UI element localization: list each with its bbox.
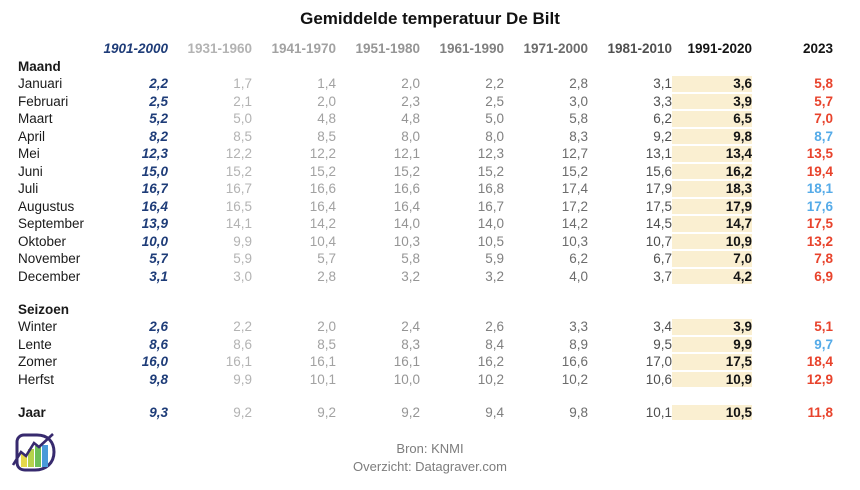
value-cell: 14,2 (309, 216, 336, 231)
table-row (16, 372, 833, 390)
column-header: 1961-1990 (439, 41, 504, 56)
value-cell: 5,8 (569, 111, 588, 126)
value-cell: 12,2 (225, 146, 252, 161)
value-cell: 2,5 (149, 93, 168, 109)
value-cell: 15,2 (309, 163, 336, 179)
value-cell: 10,1 (309, 371, 336, 387)
value-cell: 17,9 (672, 199, 752, 217)
value-cell: 10,5 (672, 405, 752, 423)
value-cell: 3,0 (569, 93, 588, 109)
value-cell: 12,7 (561, 146, 588, 161)
row-label: Zomer (18, 354, 58, 369)
temperature-table (16, 41, 833, 422)
value-cell: 16,0 (141, 354, 168, 369)
value-cell: 16,1 (393, 354, 420, 369)
value-cell: 3,1 (149, 268, 168, 284)
value-cell: 15,2 (477, 163, 504, 179)
value-cell: 9,5 (653, 336, 672, 352)
row-label: Maart (18, 111, 53, 126)
value-cell: 2,8 (569, 76, 588, 91)
row-label: Winter (18, 319, 58, 334)
row-label: Lente (18, 336, 52, 352)
value-cell: 13,4 (672, 146, 752, 164)
value-cell: 16,7 (477, 198, 504, 214)
row-label: September (18, 216, 85, 231)
value-2023-cell: 5,1 (814, 319, 833, 334)
value-cell: 9,8 (672, 129, 752, 147)
row-label: December (18, 268, 81, 284)
value-cell: 16,7 (225, 181, 252, 196)
value-cell: 10,9 (672, 372, 752, 390)
value-cell: 16,1 (309, 354, 336, 369)
value-cell: 3,1 (653, 76, 672, 91)
table-row (16, 337, 833, 355)
row-label: Juni (18, 163, 43, 179)
value-cell: 2,5 (485, 93, 504, 109)
spacer-row (16, 389, 833, 405)
row-label: Juli (18, 181, 39, 196)
value-cell: 16,7 (141, 181, 168, 196)
value-cell: 9,8 (149, 371, 168, 387)
credit-line: Overzicht: Datagraver.com (353, 459, 507, 474)
value-cell: 16,1 (225, 354, 252, 369)
value-cell: 12,3 (477, 146, 504, 161)
spacer-cell (16, 286, 833, 302)
table-row (16, 251, 833, 269)
value-cell: 16,4 (141, 198, 168, 214)
value-cell: 15,6 (645, 163, 672, 179)
value-2023-cell: 13,2 (806, 233, 833, 249)
value-cell: 16,2 (477, 354, 504, 369)
value-cell: 2,2 (233, 319, 252, 334)
table-row (16, 76, 833, 94)
value-2023-cell: 18,1 (806, 181, 833, 196)
value-cell: 16,6 (393, 181, 420, 196)
value-2023-cell: 7,0 (814, 111, 833, 126)
table-row (16, 319, 833, 337)
value-cell: 2,6 (485, 319, 504, 334)
page-title: Gemiddelde temperatuur De Bilt (300, 9, 560, 28)
value-cell: 9,8 (569, 404, 588, 420)
value-cell: 8,6 (233, 336, 252, 352)
spacer-row (16, 286, 833, 302)
column-header: 1901-2000 (103, 41, 168, 56)
value-2023-cell: 13,5 (806, 146, 833, 161)
value-2023-cell: 19,4 (806, 163, 833, 179)
value-cell: 5,7 (149, 251, 168, 266)
column-header: 1971-2000 (523, 41, 588, 56)
value-cell: 3,9 (672, 94, 752, 112)
value-cell: 8,5 (317, 336, 336, 352)
value-cell: 3,3 (569, 319, 588, 334)
row-label: Februari (18, 93, 69, 109)
value-cell: 7,0 (672, 251, 752, 269)
value-cell: 2,8 (317, 268, 336, 284)
value-2023-cell: 18,4 (806, 354, 833, 369)
value-cell: 9,2 (233, 404, 252, 420)
value-cell: 17,4 (561, 181, 588, 196)
table-row (16, 354, 833, 372)
value-cell: 2,0 (317, 93, 336, 109)
value-cell: 6,2 (569, 251, 588, 266)
column-header: 1941-1970 (271, 41, 336, 56)
value-2023-cell: 5,8 (814, 76, 833, 91)
value-cell: 5,2 (149, 111, 168, 126)
value-cell: 10,1 (645, 404, 672, 420)
value-cell: 8,0 (485, 128, 504, 144)
table-row (16, 234, 833, 252)
row-label: Herfst (18, 371, 55, 387)
table-row (16, 94, 833, 112)
table-row (16, 269, 833, 287)
value-cell: 2,0 (401, 76, 420, 91)
row-label: Oktober (18, 233, 67, 249)
row-label: Jaar (18, 404, 46, 420)
value-cell: 4,0 (569, 268, 588, 284)
column-header: 1951-1980 (355, 41, 420, 56)
row-label: November (18, 251, 81, 266)
value-cell: 8,3 (401, 336, 420, 352)
section-label: Maand (18, 58, 61, 74)
value-cell: 10,3 (561, 233, 588, 249)
value-cell: 2,4 (401, 319, 420, 334)
table-row (16, 199, 833, 217)
value-cell: 3,3 (653, 93, 672, 109)
value-cell: 8,9 (569, 336, 588, 352)
table-row (16, 181, 833, 199)
value-cell: 10,0 (393, 371, 420, 387)
value-cell: 3,0 (233, 268, 252, 284)
value-cell: 5,9 (233, 251, 252, 266)
value-cell: 16,5 (225, 198, 252, 214)
column-header: 1931-1960 (187, 41, 252, 56)
value-cell: 3,6 (672, 76, 752, 94)
value-cell: 3,9 (672, 319, 752, 337)
value-cell: 13,9 (141, 216, 168, 231)
value-cell: 12,1 (393, 146, 420, 161)
value-cell: 8,2 (149, 128, 168, 144)
column-header: 2023 (802, 41, 833, 56)
row-label: Augustus (18, 198, 75, 214)
value-cell: 3,2 (401, 268, 420, 284)
value-cell: 2,6 (149, 319, 168, 334)
value-2023-cell: 17,5 (806, 216, 833, 231)
value-cell: 2,1 (233, 93, 252, 109)
value-cell: 16,6 (561, 354, 588, 369)
row-label: Mei (18, 146, 40, 161)
value-cell: 10,7 (645, 233, 672, 249)
value-2023-cell: 8,7 (814, 128, 833, 144)
value-2023-cell: 11,8 (807, 404, 833, 420)
value-cell: 14,1 (225, 216, 252, 231)
value-cell: 9,2 (653, 128, 672, 144)
table-body (16, 59, 833, 423)
value-cell: 9,9 (233, 233, 252, 249)
column-header: 1991-2020 (687, 41, 752, 56)
value-cell: 12,2 (309, 146, 336, 161)
table-row (16, 129, 833, 147)
value-cell: 9,2 (317, 404, 336, 420)
table-row (16, 405, 833, 423)
value-cell: 16,6 (309, 181, 336, 196)
value-cell: 9,3 (149, 404, 168, 420)
value-cell: 16,4 (309, 198, 336, 214)
section-label-row (16, 59, 833, 77)
value-2023-cell: 9,7 (814, 336, 833, 352)
value-cell: 3,2 (485, 268, 504, 284)
value-cell: 14,5 (645, 216, 672, 231)
value-cell: 8,5 (233, 128, 252, 144)
table-row (16, 146, 833, 164)
footer (0, 440, 860, 476)
value-cell: 5,8 (401, 251, 420, 266)
value-cell: 15,0 (141, 163, 168, 179)
value-cell: 5,9 (485, 251, 504, 266)
value-cell: 9,9 (233, 371, 252, 387)
value-cell: 2,2 (149, 76, 168, 91)
value-cell: 2,0 (317, 319, 336, 334)
value-cell: 6,2 (653, 111, 672, 126)
table-row (16, 216, 833, 234)
value-cell: 16,8 (477, 181, 504, 196)
value-cell: 12,3 (141, 146, 168, 161)
value-cell: 17,5 (645, 198, 672, 214)
value-cell: 10,9 (672, 234, 752, 252)
section-label-row (16, 302, 833, 320)
value-cell: 6,5 (672, 111, 752, 129)
value-cell: 10,0 (141, 233, 168, 249)
table-row (16, 111, 833, 129)
value-cell: 17,5 (672, 354, 752, 372)
value-cell: 14,0 (393, 216, 420, 231)
value-cell: 8,4 (485, 336, 504, 352)
value-cell: 5,0 (485, 111, 504, 126)
value-cell: 2,3 (401, 93, 420, 109)
value-cell: 9,2 (401, 404, 420, 420)
value-cell: 4,8 (317, 111, 336, 126)
value-cell: 10,2 (477, 371, 504, 387)
table-header-row (16, 41, 833, 59)
column-header: 1981-2010 (607, 41, 672, 56)
row-label: April (18, 128, 46, 144)
value-cell: 10,2 (561, 371, 588, 387)
value-cell: 8,3 (569, 128, 588, 144)
source-line: Bron: KNMI (396, 441, 464, 456)
value-cell: 8,0 (401, 128, 420, 144)
value-2023-cell: 6,9 (814, 268, 833, 284)
value-cell: 15,2 (225, 163, 252, 179)
value-cell: 3,4 (653, 319, 672, 334)
value-cell: 4,8 (401, 111, 420, 126)
value-cell: 4,2 (672, 269, 752, 287)
value-cell: 14,7 (672, 216, 752, 234)
value-cell: 13,1 (645, 146, 672, 161)
value-cell: 14,0 (477, 216, 504, 231)
value-cell: 8,6 (149, 336, 168, 352)
value-cell: 3,7 (653, 268, 672, 284)
value-cell: 18,3 (672, 181, 752, 199)
value-cell: 6,7 (653, 251, 672, 266)
value-cell: 15,2 (393, 163, 420, 179)
value-cell: 8,5 (317, 128, 336, 144)
value-2023-cell: 7,8 (814, 251, 833, 266)
value-cell: 5,7 (317, 251, 336, 266)
column-header-corner (16, 41, 96, 59)
row-label: Januari (18, 76, 63, 91)
value-2023-cell: 5,7 (814, 93, 833, 109)
value-cell: 9,4 (485, 404, 504, 420)
value-2023-cell: 17,6 (806, 198, 833, 214)
value-cell: 10,3 (393, 233, 420, 249)
value-cell: 10,5 (477, 233, 504, 249)
value-cell: 10,6 (645, 371, 672, 387)
value-cell: 1,4 (317, 76, 336, 91)
value-cell: 17,2 (561, 198, 588, 214)
table-row (16, 164, 833, 182)
value-cell: 15,2 (561, 163, 588, 179)
value-cell: 14,2 (561, 216, 588, 231)
section-label: Seizoen (18, 301, 70, 317)
value-cell: 5,0 (233, 111, 252, 126)
value-2023-cell: 12,9 (806, 371, 833, 387)
value-cell: 17,0 (645, 354, 672, 369)
value-cell: 16,4 (393, 198, 420, 214)
value-cell: 16,2 (672, 164, 752, 182)
value-cell: 1,7 (233, 76, 252, 91)
value-cell: 2,2 (485, 76, 504, 91)
value-cell: 17,9 (645, 181, 672, 196)
value-cell: 10,4 (309, 233, 336, 249)
value-cell: 9,9 (672, 337, 752, 355)
spacer-cell (16, 389, 833, 405)
